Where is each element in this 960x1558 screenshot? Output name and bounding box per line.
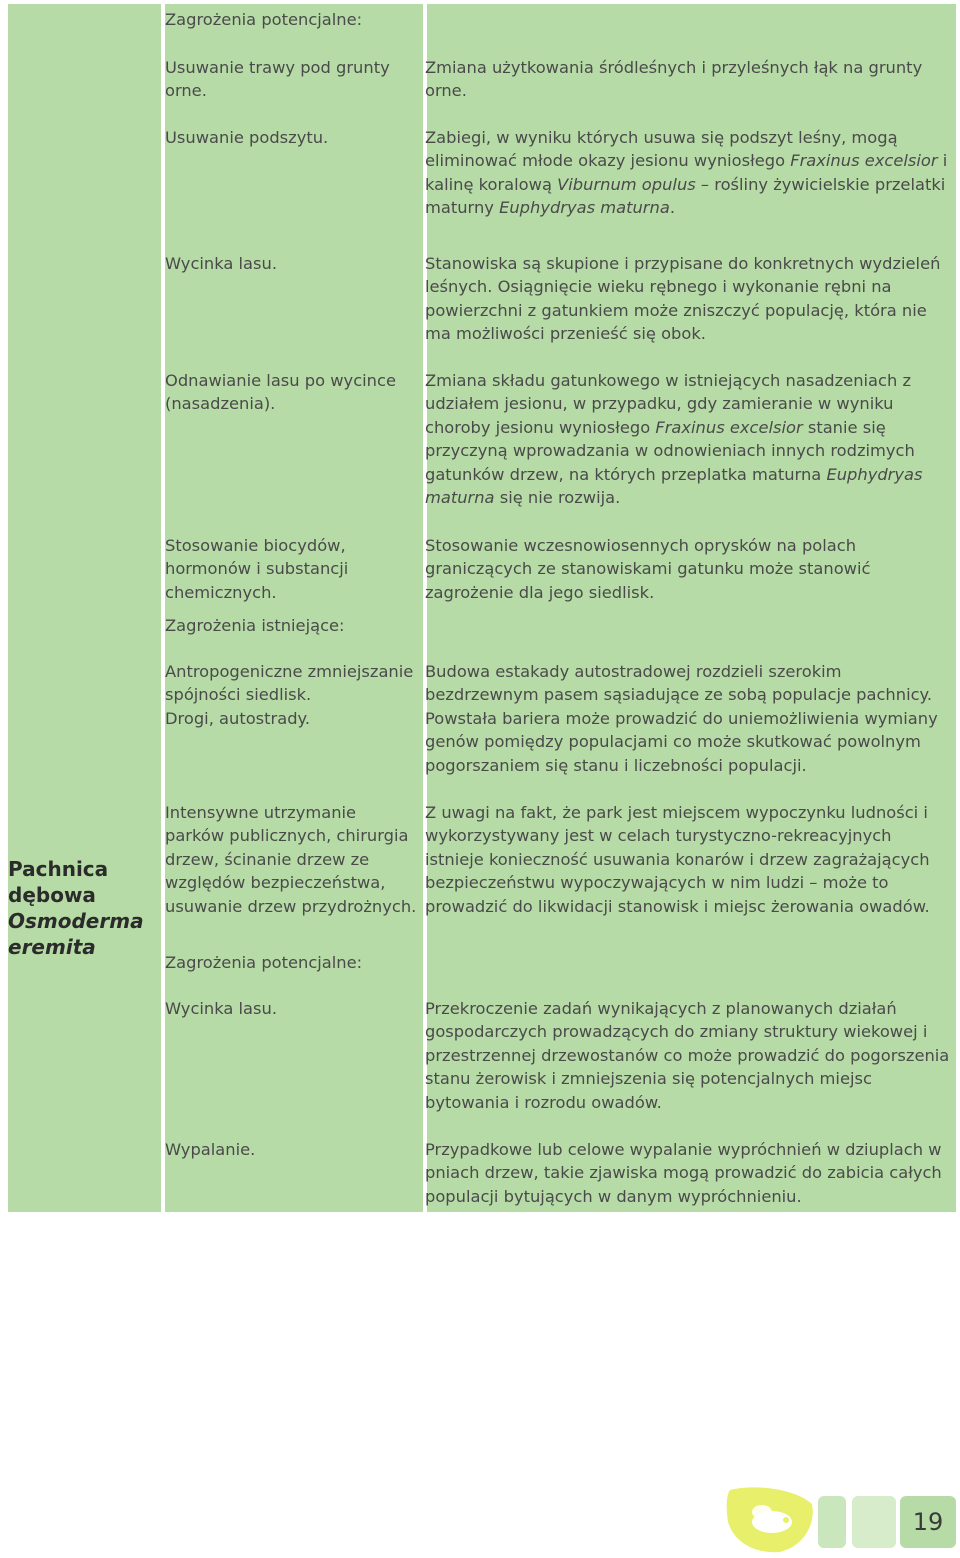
footer-decor: [852, 1496, 896, 1548]
section-header-potential: Zagrożenia potencjalne:: [165, 10, 363, 29]
threat-label: Wycinka lasu.: [165, 254, 278, 273]
section-header-existing: Zagrożenia istniejące:: [165, 616, 345, 635]
threat-label: Usuwanie podszytu.: [165, 128, 329, 147]
species-name: [8, 856, 148, 960]
section-header-potential: Zagrożenia potencjalne:: [165, 953, 363, 972]
threat-description: Stosowanie wczesnowiosennych oprysków na polach graniczących ze stanowiskami gatunku może stanowić zagrożenie dla jego siedlisk.: [425, 536, 871, 602]
threat-label: Intensywne utrzymanie parków publicznych, chirurgia drzew, ścinanie drzew ze względów bezpieczeństwa, usuwanie drzew przydrożnych.: [165, 803, 417, 916]
threat-column: [165, 4, 423, 1212]
threat-description: Z uwagi na fakt, że park jest miejscem wypoczynku ludności i wykorzystywany jest w celach turystyczno-rekreacyjnych istnieje konieczność usuwania konarów i drzew zagrażających bezpieczeństwu wypoczywających w nim ludzi – może to prowadzić do likwidacji stanowisk i miejsc żerowania owadów.: [425, 803, 930, 916]
threat-label: Stosowanie biocydów, hormonów i substancji chemicznych.: [165, 536, 349, 602]
page-number: 19: [900, 1496, 956, 1548]
threat-description: Zmiana użytkowania śródleśnych i przyleśnych łąk na grunty orne.: [425, 58, 923, 101]
species-latin-line2: eremita: [8, 935, 96, 959]
threat-description: Przekroczenie zadań wynikających z planowanych działań gospodarczych prowadzących do zmiany struktury wiekowej i przestrzennej drzewostanów co może prowadzić do pogorszenia stanu żerowisk i zmniejszenia się potencjalnych miejsc bytowania i rozrodu owadów.: [425, 999, 950, 1112]
threat-description: Przypadkowe lub celowe wypalanie wypróchnień w dziuplach w pniach drzew, takie zjawiska mogą prowadzić do zabicia całych populacji bytujących w danym wypróchnieniu.: [425, 1140, 942, 1206]
threat-description: Zabiegi, w wyniku których usuwa się podszyt leśny, mogą eliminować młode okazy jesionu wyniosłego Fraxinus excelsior i kalinę koralową Viburnum opulus – rośliny żywicielskie przelatki maturny Euphydryas maturna.: [425, 128, 948, 218]
threat-label: Wypalanie.: [165, 1140, 256, 1159]
threat-label: Wycinka lasu.: [165, 999, 278, 1018]
species-column: [8, 4, 161, 1212]
threat-label: Usuwanie trawy pod grunty orne.: [165, 58, 390, 101]
species-name-line1: Pachnica: [8, 857, 109, 881]
threat-description: Stanowiska są skupione i przypisane do konkretnych wydzieleń leśnych. Osiągnięcie wieku rębnego i wykonanie rębni na powierzchni z gatunkiem może zniszczyć populację, która nie ma możliwości przenieść się obok.: [425, 254, 941, 344]
species-latin-line1: Osmoderma: [8, 909, 144, 933]
threat-label: Antropogeniczne zmniejszanie spójności siedlisk. Drogi, autostrady.: [165, 662, 414, 728]
threat-description: Budowa estakady autostradowej rozdzieli szerokim bezdrzewnym pasem sąsiadujące ze sobą populacje pachnicy. Powstała bariera może prowadzić do uniemożliwienia wymiany genów pomiędzy populacjami co może skutkować powolnym pogorszaniem się stanu i liczebności populacji.: [425, 662, 938, 775]
species-name-line2: dębowa: [8, 883, 96, 907]
threat-label: Odnawianie lasu po wycince (nasadzenia).: [165, 371, 396, 414]
threat-description: Zmiana składu gatunkowego w istniejących nasadzeniach z udziałem jesionu, w przypadku, gdy zamieranie w wyniku choroby jesionu wyniosłego Fraxinus excelsior stanie się przyczyną wprowadzania w odnowieniach innych rodzimych gatunków drzew, na których przeplatka maturna Euphydryas maturna się nie rozwija.: [425, 371, 923, 508]
bee-logo-icon: [724, 1484, 816, 1554]
footer-decor: [818, 1496, 846, 1548]
